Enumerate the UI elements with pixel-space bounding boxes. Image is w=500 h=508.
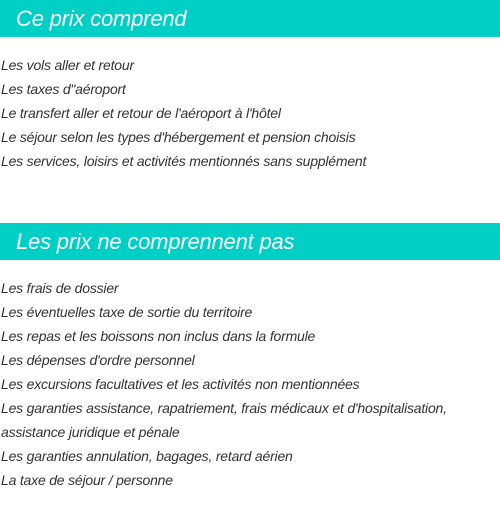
list-item: Les garanties annulation, bagages, retard aérien [1, 448, 293, 464]
excluded-section [0, 223, 500, 492]
included-title: Ce prix comprend [16, 5, 187, 31]
list-item: Les garanties assistance, rapatriement, frais médicaux et d'hospitalisation, assistance juridique et pénale [1, 400, 447, 440]
list-item: Les services, loisirs et activités mentionnés sans supplément [1, 153, 367, 169]
list-item: Le séjour selon les types d'hébergement et pension choisis [1, 129, 356, 145]
list-item: Les dépenses d'ordre personnel [1, 352, 195, 368]
excluded-header [0, 223, 500, 260]
list-item: La taxe de séjour / personne [1, 472, 173, 488]
excluded-list [0, 276, 500, 492]
included-header [0, 0, 500, 37]
list-item: Les vols aller et retour [1, 57, 134, 73]
included-list [0, 53, 500, 173]
excluded-title: Les prix ne comprennent pas [16, 228, 295, 254]
list-item: Les taxes d"aéroport [1, 81, 126, 97]
included-section [0, 0, 500, 173]
list-item: Les excursions facultatives et les activités non mentionnées [1, 376, 360, 392]
list-item: Les frais de dossier [1, 280, 119, 296]
list-item: Les éventuelles taxe de sortie du territoire [1, 304, 253, 320]
list-item: Les repas et les boissons non inclus dans la formule [1, 328, 316, 344]
list-item: Le transfert aller et retour de l'aéroport à l'hôtel [1, 105, 281, 121]
